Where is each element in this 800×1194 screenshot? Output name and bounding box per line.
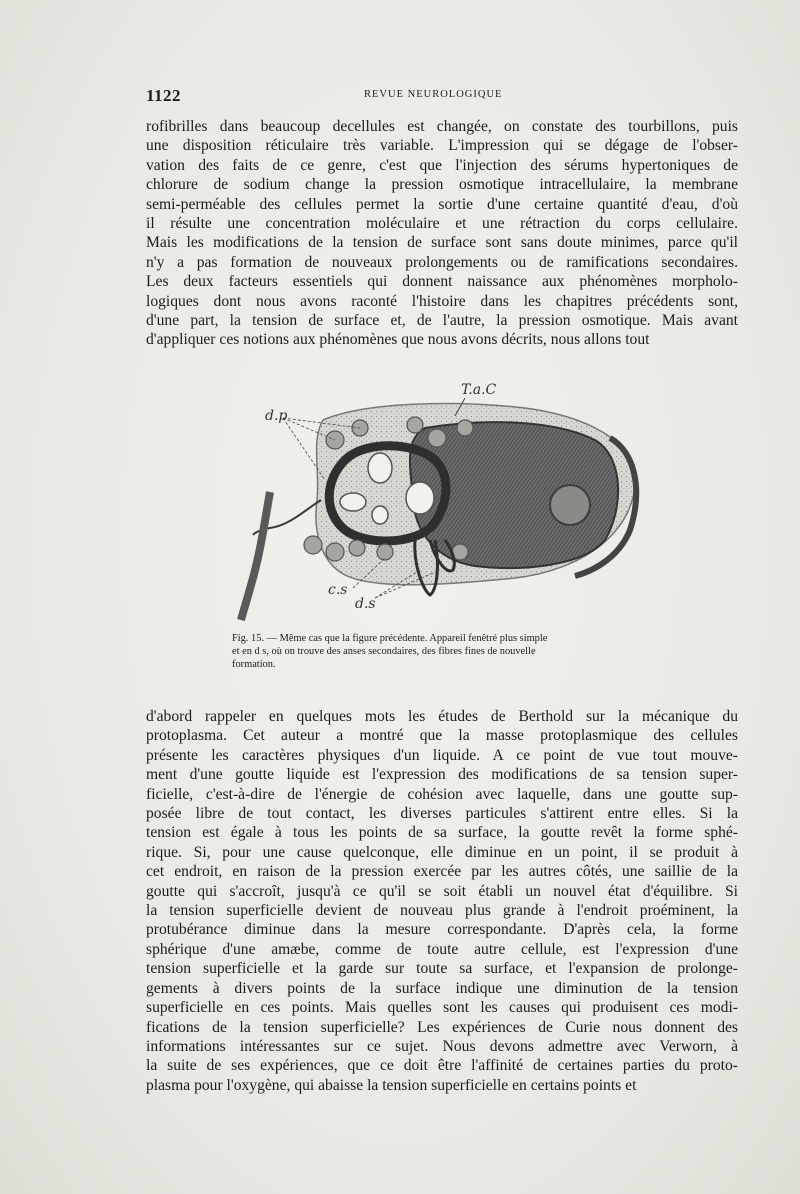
text-line: la tension superficielle devient de nouveau plus grande à l'endroit proéminent, la [146, 902, 738, 920]
text-line: Mais les modifications de la tension de surface sont sans doute minimes, parce qu'il [146, 234, 738, 252]
text-line: ment d'une goutte liquide est l'expression des modifications de sa tension super- [146, 766, 738, 784]
page-number: 1122 [146, 86, 182, 105]
text-line: vation des faits de ce genre, c'est que l'injection des sérums hypertoniques de [146, 156, 738, 174]
page-header [146, 86, 746, 106]
text-line: n'y a pas formation de nouveaux prolongements ou de ramifications secondaires. [146, 253, 738, 271]
satellite-cell [457, 420, 473, 436]
text-line: posée libre de tout contact, les diverses particules s'attirent entre elles. Si la [146, 805, 738, 823]
figure-caption [232, 632, 672, 672]
text-line: ficielle, c'est-à-dire de l'énergie de cohésion avec laquelle, dans une goutte sup- [146, 785, 738, 803]
text-line: protoplasma. Cet auteur a montré que la masse protoplasmique des cellules [146, 727, 738, 745]
text-line: logiques dont nous avons raconté l'histoire dans les chapitres précédents sont, [146, 292, 738, 310]
paragraph-2 [146, 707, 738, 1095]
figure-label-ds: d.s [355, 596, 376, 612]
satellite-cell [407, 417, 423, 433]
text-line: sphérique d'une amæbe, comme de toute autre cellule, est l'expression d'une [146, 940, 738, 958]
text-line: goutte qui s'accroît, jusqu'à ce qu'il se soit établi un nouvel état d'équilibre. Si [146, 882, 738, 900]
satellite-cell [377, 544, 393, 560]
caption-line: et en d s, où on trouve des anses secondaires, des fibres fines de nouvelle [232, 646, 536, 658]
text-line: d'une part, la tension de surface et, de l'autre, la pression osmotique. Mais avant [146, 312, 738, 330]
text-line: superficielle en ces points. Mais quelles sont les causes qui produisent ces modi- [146, 999, 738, 1017]
satellite-cell [304, 536, 322, 554]
text-line: cet endroit, en raison de la pression exercée par les autres côtés, une saillie de la [146, 863, 738, 881]
cell-inclusion [372, 506, 388, 524]
caption-line: formation. [232, 659, 276, 671]
text-line: il résulte une concentration moléculaire et une rétraction du corps cellulaire. [146, 215, 738, 233]
figure-label-top: T.a.C [461, 382, 497, 398]
cell-inclusion [340, 493, 366, 511]
text-line: Les deux facteurs essentiels qui donnent naissance aux phénomènes morpholo- [146, 273, 738, 291]
text-line: gements à divers points de la surface indique une diminution de la tension [146, 979, 738, 997]
vessel-left [241, 492, 270, 620]
text-line: tension superficielle et la garde sur toute sa surface, et l'expansion de prolonge- [146, 960, 738, 978]
round-body [550, 485, 590, 525]
figure-cell-drawing [225, 380, 645, 630]
text-line: présente les caractères physiques d'un liquide. A ce point de vue tout mouve- [146, 746, 738, 764]
text-line: tension est égale à tous les points de sa surface, la goutte revêt la forme sphé- [146, 824, 738, 842]
text-line: la suite de ses expériences, que ce doit être l'affinité de certaines parties du proto- [146, 1057, 738, 1075]
satellite-cell [326, 543, 344, 561]
text-line: chlorure de sodium change la pression osmotique intracellulaire, la membrane [146, 176, 738, 194]
text-line: rique. Si, pour une cause quelconque, elle diminue en un point, il se produit à [146, 843, 738, 861]
satellite-cell [349, 540, 365, 556]
figure-label-cs: c.s [328, 582, 348, 598]
text-line: fications de la tension superficielle? Les expériences de Curie nous donnent des [146, 1018, 738, 1036]
satellite-cell [428, 429, 446, 447]
running-head: REVUE NEUROLOGIQUE [364, 89, 503, 100]
text-line: d'abord rappeler en quelques mots les études de Berthold sur la mécanique du [146, 708, 738, 725]
text-line: plasma pour l'oxygène, qui abaisse la tension superficielle en certains points et [146, 1076, 637, 1094]
cell-inclusion [406, 482, 434, 514]
text-line: protubérance diminue dans la mesure correspondante. D'après cela, la forme [146, 921, 738, 939]
figure-label-dp: d.p [265, 408, 288, 424]
text-line: une disposition réticulaire très variable. L'impression qui se dégage de l'obser- [146, 137, 738, 155]
caption-line: Fig. 15. — Même cas que la figure précédente. Appareil fenêtré plus simple [232, 633, 548, 644]
text-line: semi-perméable des cellules permet la sortie d'une certaine quantité d'eau, d'où [146, 195, 738, 213]
text-line: d'appliquer ces notions aux phénomènes que nous avons décrits, nous allons tout [146, 331, 650, 349]
text-line: rofibrilles dans beaucoup decellules est changée, on constate des tourbillons, puis [146, 118, 738, 135]
paragraph-1 [146, 117, 738, 350]
text-line: informations intéressantes sur ce sujet. Nous devons admettre avec Verworn, à [146, 1037, 738, 1055]
cell-inclusion [368, 453, 392, 483]
